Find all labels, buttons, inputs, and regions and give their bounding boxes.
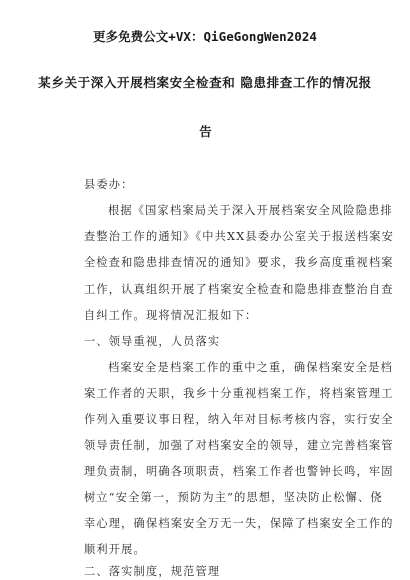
body-line: 自纠工作。现将情况汇报如下： (84, 309, 258, 322)
watermark-header: 更多免费公文+VX：QiGeGongWen2024 (93, 29, 317, 44)
document-title-line-1: 某乡关于深入开展档案安全检查和 隐患排查工作的情况报 (38, 75, 372, 90)
body-line: 工作，认真组织开展了档案安全检查和隐患排查整治自查 (84, 283, 394, 296)
body-line: 作列入重要议事日程，纳入年对目标考核内容，实行安全 (84, 413, 394, 426)
body-line: 树立“安全第一，预防为主”的思想，坚决防止松懈、侥 (84, 491, 383, 504)
section-heading-1: 一、领导重视，人员落实 (84, 335, 221, 348)
body-line: 顺利开展。 (84, 543, 146, 556)
body-line: 领导责任制，加强了对档案安全的领导，建立完善档案管 (84, 439, 394, 452)
salutation: 县委办： (84, 178, 134, 191)
body-line: 案工作者的天职，我乡十分重视档案工作，将档案管理工 (84, 387, 394, 400)
section-heading-2: 二、落实制度，规范管理 (84, 565, 221, 578)
body-line: 幸心理，确保档案安全万无一失，保障了档案安全工作的 (84, 517, 394, 530)
body-line: 查整治工作的通知》《中共XX县委办公室关于报送档案安 (84, 230, 395, 243)
body-line: 根据《国家档案局关于深入开展档案安全风险隐患排 (108, 204, 393, 217)
body-line: 档案安全是档案工作的重中之重，确保档案安全是档 (108, 361, 393, 374)
body-line: 全检查和隐患排查情况的通知》要求，我乡高度重视档案 (84, 256, 394, 269)
body-line: 理负责制，明确各项职责，档案工作者也警钟长鸣，牢固 (84, 465, 394, 478)
document-title-line-2: 告 (199, 124, 211, 139)
